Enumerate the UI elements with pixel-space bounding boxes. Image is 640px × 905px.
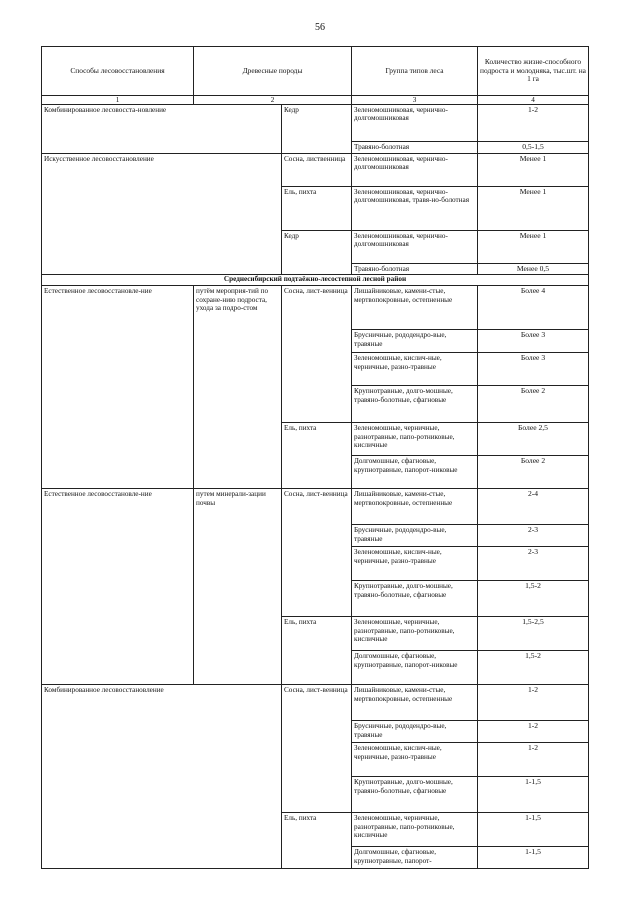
amount-cell: Менее 1 <box>478 230 589 263</box>
species-cell: Кедр <box>282 230 352 275</box>
amount-cell: 2-3 <box>478 547 589 581</box>
forest-type-cell: Зеленомошные, кислич-ные, черничные, разно-травные <box>352 547 478 581</box>
forest-type-cell: Долгомошные, сфагновые, крупнотравные, папорот-никовые <box>352 456 478 489</box>
forest-type-cell: Зеленомошные, черничные, разнотравные, папо-ротниковые, кисличные <box>352 813 478 847</box>
species-cell: Сосна, лиственница <box>282 153 352 186</box>
header-forest-type-group: Группа типов леса <box>352 47 478 96</box>
amount-cell: Более 3 <box>478 353 589 386</box>
measure-cell: путем минерали-зации почвы <box>194 489 282 685</box>
amount-cell: 1,5-2 <box>478 651 589 685</box>
column-number: 4 <box>478 96 589 105</box>
table-row <box>42 685 589 721</box>
amount-cell: Менее 1 <box>478 153 589 186</box>
amount-cell: 1-2 <box>478 105 589 142</box>
amount-cell: Более 3 <box>478 330 589 353</box>
amount-cell: 2-3 <box>478 525 589 547</box>
amount-cell: Более 2,5 <box>478 423 589 456</box>
forest-type-cell: Лишайниковые, камени-стые, мертвопокровные, остепненные <box>352 489 478 525</box>
region-heading-row <box>42 275 589 286</box>
species-cell: Сосна, лист-венница <box>282 685 352 813</box>
amount-cell: 2-4 <box>478 489 589 525</box>
forest-type-cell: Зеленомошные, кислич-ные, черничные, разно-травные <box>352 743 478 777</box>
column-number: 1 <box>42 96 194 105</box>
amount-cell: 1,5-2 <box>478 581 589 617</box>
forest-type-cell: Брусничные, рододендро-вые, травяные <box>352 721 478 743</box>
forest-type-cell: Лишайниковые, камени-стые, мертвопокровные, остепненные <box>352 286 478 330</box>
forest-type-cell: Долгомошные, сфагновые, крупнотравные, папорот-никовые <box>352 651 478 685</box>
forest-type-cell: Травяно-болотная <box>352 263 478 275</box>
species-cell: Ель, пихта <box>282 186 352 230</box>
region-heading: Среднесибирский подтаёжно-лесостепной лесной район <box>42 275 589 286</box>
amount-cell: 1-1,5 <box>478 813 589 847</box>
species-cell: Ель, пихта <box>282 423 352 489</box>
method-cell: Комбинированное лесовосстановление <box>42 685 282 869</box>
forest-type-cell: Зеленомошниковая, чернично-долгомошниковая <box>352 230 478 263</box>
measure-cell: путём мероприя-тий по сохране-нию подроста, ухода за подро-стом <box>194 286 282 489</box>
species-cell: Кедр <box>282 105 352 154</box>
header-species: Древесные породы <box>194 47 352 96</box>
species-cell: Ель, пихта <box>282 617 352 685</box>
table-row <box>42 489 589 525</box>
amount-cell: Более 2 <box>478 456 589 489</box>
amount-cell: 1-2 <box>478 721 589 743</box>
table-row <box>42 105 589 142</box>
header-methods: Способы лесовосстановления <box>42 47 194 96</box>
forest-type-cell: Зеленомошниковая, чернично-долгомошниковая <box>352 105 478 142</box>
method-cell: Естественное лесовосстановле-ние <box>42 489 194 685</box>
table-row <box>42 286 589 330</box>
forest-type-cell: Брусничные, рододендро-вые, травяные <box>352 525 478 547</box>
method-cell: Комбинированное лесовосста-новление <box>42 105 282 154</box>
species-cell: Ель, пихта <box>282 813 352 869</box>
amount-cell: 1-2 <box>478 743 589 777</box>
forest-type-cell: Зеленомошные, черничные, разнотравные, папо-ротниковые, кисличные <box>352 617 478 651</box>
table-row <box>42 153 589 186</box>
amount-cell: Более 4 <box>478 286 589 330</box>
forest-type-cell: Крупнотравные, долго-мошные, травяно-болотные, сфагновые <box>352 386 478 423</box>
forest-type-cell: Лишайниковые, камени-стые, мертвопокровные, остепненные <box>352 685 478 721</box>
amount-cell: Более 2 <box>478 386 589 423</box>
amount-cell: 1-2 <box>478 685 589 721</box>
forest-type-cell: Зеленомошниковая, чернично-долгомошниковая <box>352 153 478 186</box>
species-cell: Сосна, лист-венница <box>282 286 352 423</box>
column-numbers-row <box>42 96 589 105</box>
amount-cell: 1,5-2,5 <box>478 617 589 651</box>
forest-regeneration-table <box>41 46 589 869</box>
species-cell: Сосна, лист-венница <box>282 489 352 617</box>
column-number: 3 <box>352 96 478 105</box>
amount-cell: Менее 0,5 <box>478 263 589 275</box>
forest-type-cell: Брусничные, рододендро-вые, травяные <box>352 330 478 353</box>
column-number: 2 <box>194 96 352 105</box>
amount-cell: 0,5-1,5 <box>478 142 589 154</box>
method-cell: Искусственное лесовосстановление <box>42 153 282 275</box>
page-number: 56 <box>315 22 325 33</box>
forest-type-cell: Долгомошные, сфагновые, крупнотравные, папорот- <box>352 847 478 869</box>
forest-type-cell: Зеленомошные, черничные, разнотравные, папо-ротниковые, кисличные <box>352 423 478 456</box>
forest-type-cell: Зеленомошные, кислич-ные, черничные, разно-травные <box>352 353 478 386</box>
amount-cell: Менее 1 <box>478 186 589 230</box>
amount-cell: 1-1,5 <box>478 847 589 869</box>
forest-type-cell: Зеленомошниковая, чернично-долгомошниковая, травя-но-болотная <box>352 186 478 230</box>
header-amount: Количество жизне-способного подроста и молодняка, тыс.шт. на 1 га <box>478 47 589 96</box>
forest-type-cell: Травяно-болотная <box>352 142 478 154</box>
forest-type-cell: Крупнотравные, долго-мошные, травяно-болотные, сфагновые <box>352 581 478 617</box>
amount-cell: 1-1,5 <box>478 777 589 813</box>
forest-type-cell: Крупнотравные, долго-мошные, травяно-болотные, сфагновые <box>352 777 478 813</box>
method-cell: Естественное лесовосстановле-ние <box>42 286 194 489</box>
table-header-row <box>42 47 589 96</box>
